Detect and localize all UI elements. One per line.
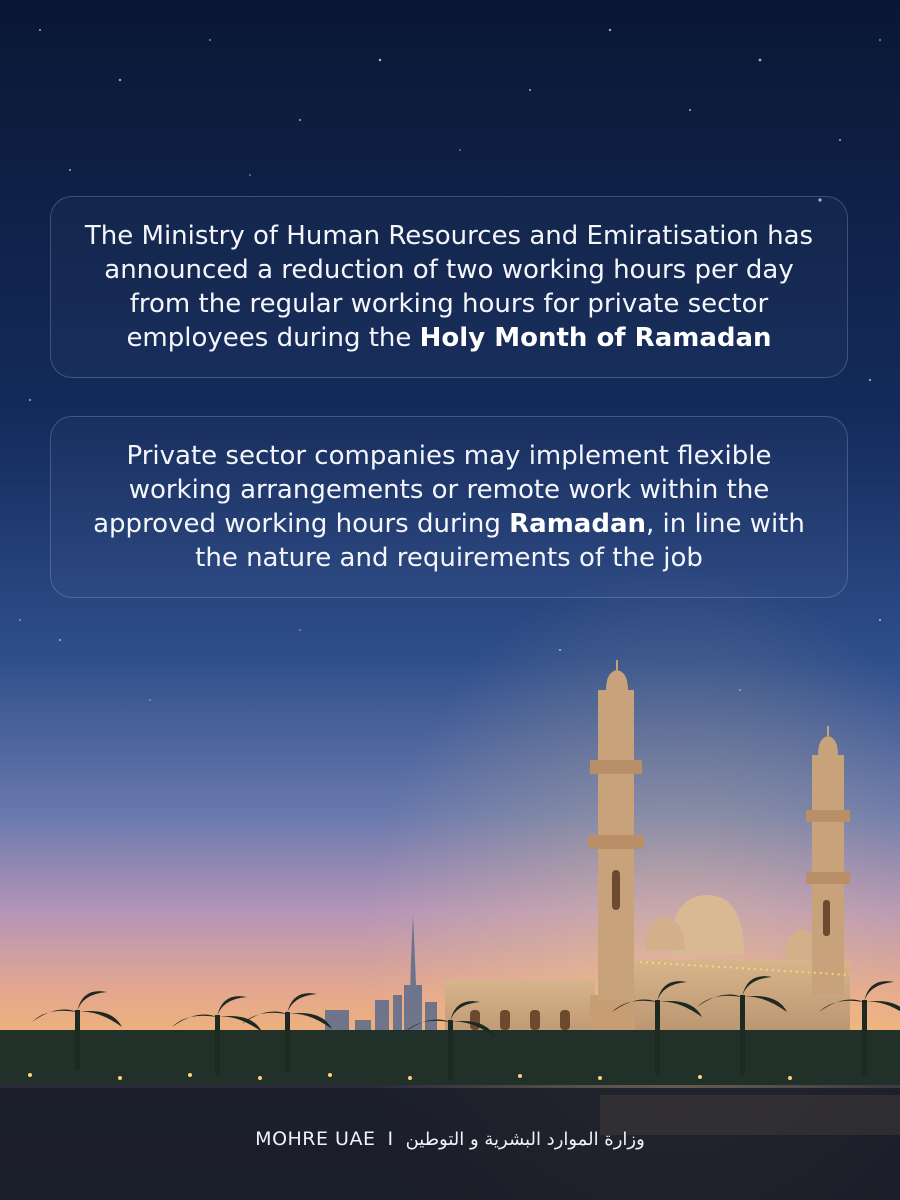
flexible-work-text <box>71 439 827 575</box>
announcement-text-body: The Ministry of Human Resources and Emiratisation has announced a reduction of two working hours per day from the regular working hours for private sector employees during the <box>84 221 814 353</box>
footer <box>0 1128 900 1150</box>
announcement-card <box>50 196 848 378</box>
footer-separator: I <box>387 1128 394 1150</box>
footer-brand: MOHRE UAE <box>255 1128 376 1150</box>
flexible-work-card <box>50 416 848 598</box>
flexible-work-text-body: Private sector companies may implement flexible working arrangements or remote work within the approved working hours during <box>93 441 772 539</box>
announcement-text <box>81 219 817 355</box>
announcement-text-bold: Holy Month of Ramadan <box>419 323 772 353</box>
footer-arabic-name: وزارة الموارد البشرية و التوطين <box>405 1129 645 1150</box>
flexible-work-text-tail: , in line with the nature and requirements of the job <box>195 509 805 573</box>
flexible-work-text-bold: Ramadan <box>509 509 647 539</box>
